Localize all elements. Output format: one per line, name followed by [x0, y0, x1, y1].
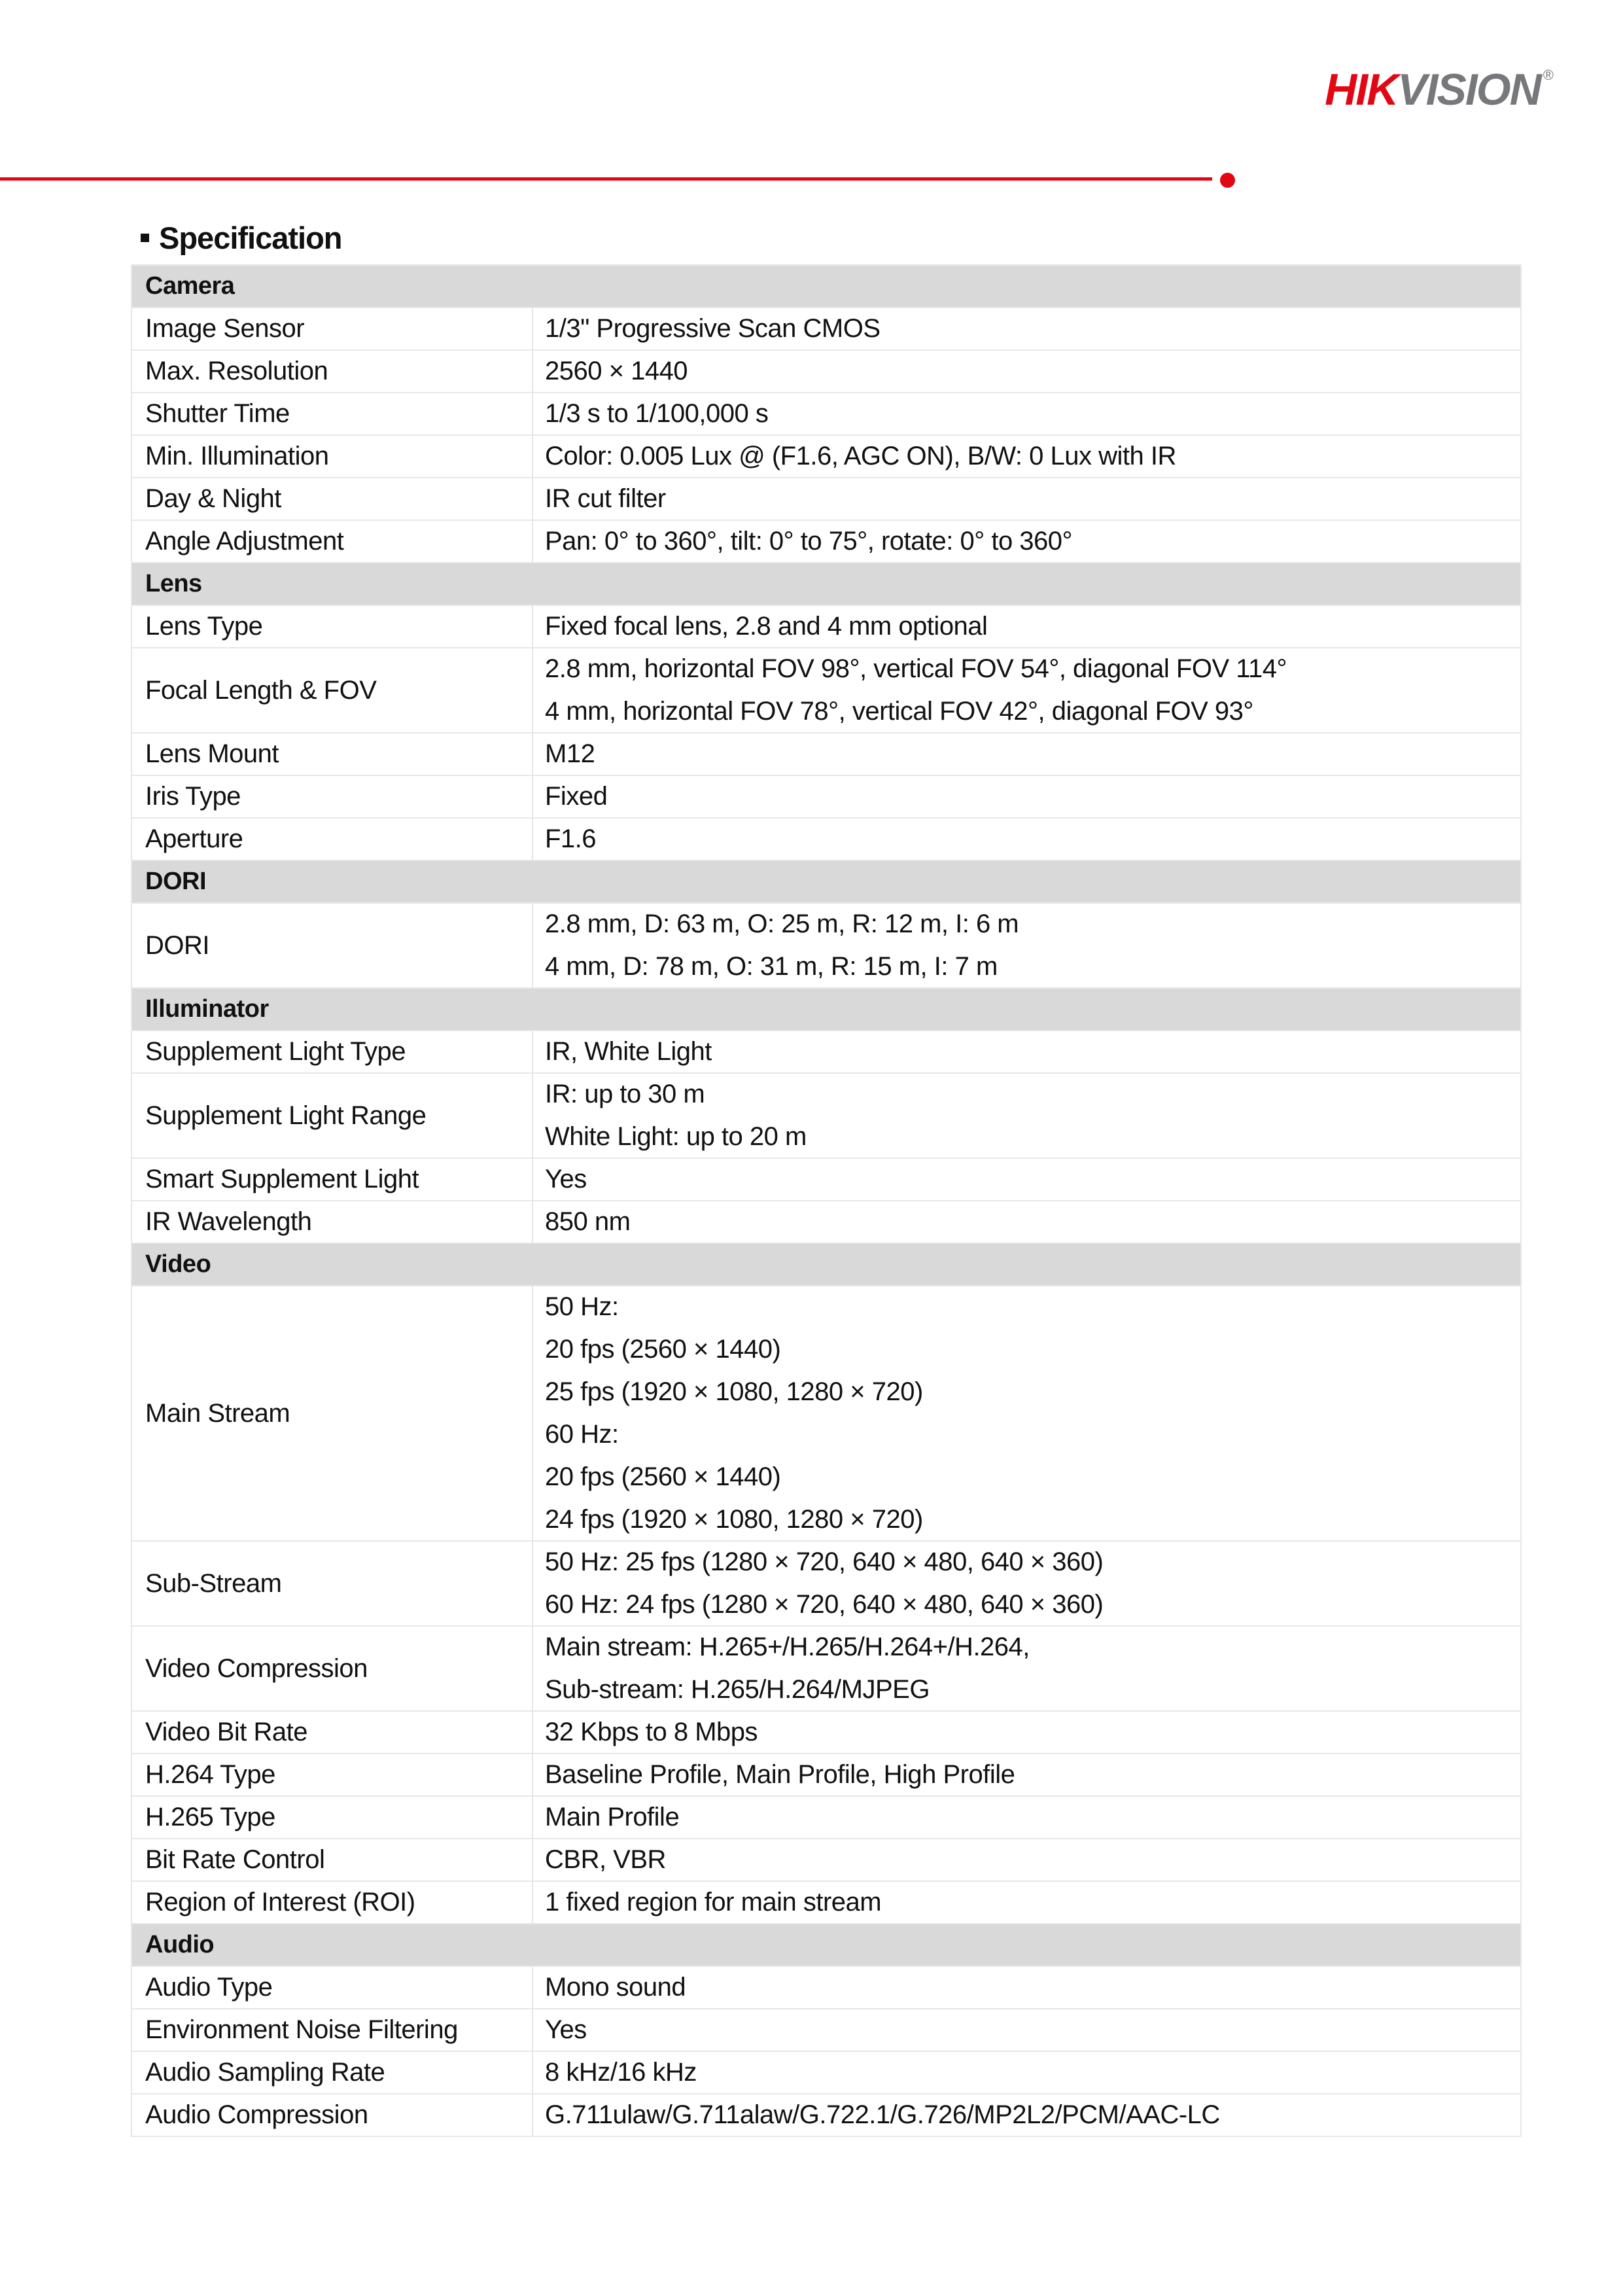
specification-table — [131, 264, 1522, 2137]
spec-label — [132, 1882, 533, 1923]
spec-value-line: 50 Hz: 25 fps (1280 × 720, 640 × 480, 640 × 360) — [545, 1547, 1104, 1576]
spec-label-text: Audio Type — [145, 1973, 273, 2002]
spec-label-text: Lens Type — [145, 612, 263, 641]
spec-value-line: 60 Hz: — [545, 1420, 619, 1449]
spec-value — [533, 478, 1520, 520]
spec-value — [533, 904, 1520, 987]
spec-row-angle-adjustment — [132, 521, 1520, 563]
spec-value-line: Yes — [545, 2015, 587, 2044]
spec-value-line: CBR, VBR — [545, 1845, 666, 1874]
spec-value — [533, 393, 1520, 434]
spec-value — [533, 1627, 1520, 1710]
spec-row-ir-wavelength — [132, 1201, 1520, 1244]
spec-value-line: M12 — [545, 739, 595, 768]
spec-label — [132, 1967, 533, 2008]
spec-value-line: 20 fps (2560 × 1440) — [545, 1462, 781, 1491]
spec-row-main-stream — [132, 1286, 1520, 1542]
spec-row-min-illumination — [132, 436, 1520, 478]
spec-row-focal-length-fov — [132, 648, 1520, 733]
spec-label-text: Angle Adjustment — [145, 527, 344, 556]
spec-label — [132, 904, 533, 987]
spec-label-text: Bit Rate Control — [145, 1845, 325, 1874]
spec-value — [533, 521, 1520, 562]
spec-label-text: Supplement Light Range — [145, 1101, 427, 1130]
spec-row-region-of-interest-roi — [132, 1882, 1520, 1924]
spec-label — [132, 1754, 533, 1795]
spec-value-line: 50 Hz: — [545, 1292, 619, 1321]
spec-value-line: 25 fps (1920 × 1080, 1280 × 720) — [545, 1377, 923, 1406]
spec-value-line: IR, White Light — [545, 1037, 712, 1066]
spec-label — [132, 1797, 533, 1838]
spec-label-text: Shutter Time — [145, 399, 290, 428]
spec-label — [132, 521, 533, 562]
spec-row-shutter-time — [132, 393, 1520, 436]
spec-value — [533, 1286, 1520, 1540]
section-header-lens: Lens — [132, 563, 1520, 606]
spec-row-audio-compression — [132, 2094, 1520, 2137]
spec-row-lens-type — [132, 606, 1520, 648]
spec-value-line: IR cut filter — [545, 484, 666, 513]
section-header-video: Video — [132, 1244, 1520, 1286]
spec-row-h-265-type — [132, 1797, 1520, 1839]
spec-value-line: Main Profile — [545, 1803, 680, 1831]
spec-value — [533, 351, 1520, 392]
registered-trademark-icon: ® — [1543, 67, 1554, 83]
spec-row-sub-stream — [132, 1542, 1520, 1627]
spec-label-text: H.265 Type — [145, 1803, 275, 1831]
spec-label — [132, 1159, 533, 1200]
spec-value-line: Baseline Profile, Main Profile, High Profile — [545, 1760, 1015, 1789]
section-header-dori: DORI — [132, 861, 1520, 904]
spec-label — [132, 351, 533, 392]
spec-value-line: 2560 × 1440 — [545, 357, 688, 385]
spec-label-text: Image Sensor — [145, 314, 305, 343]
spec-row-supplement-light-type — [132, 1031, 1520, 1074]
spec-label — [132, 1201, 533, 1243]
spec-value-line: 2.8 mm, horizontal FOV 98°, vertical FOV 54°, diagonal FOV 114° — [545, 654, 1287, 683]
spec-value-line: 20 fps (2560 × 1440) — [545, 1335, 781, 1364]
spec-label — [132, 606, 533, 647]
spec-label — [132, 308, 533, 349]
spec-row-environment-noise-filtering — [132, 2009, 1520, 2052]
spec-label — [132, 1839, 533, 1881]
spec-label — [132, 1712, 533, 1753]
spec-value — [533, 1074, 1520, 1157]
spec-value-line: Yes — [545, 1165, 587, 1193]
spec-value — [533, 2094, 1520, 2136]
spec-label — [132, 1074, 533, 1157]
spec-row-day-night — [132, 478, 1520, 521]
page-title-text: Specification — [159, 221, 342, 255]
spec-value — [533, 2009, 1520, 2051]
spec-row-supplement-light-range — [132, 1074, 1520, 1159]
spec-row-lens-mount — [132, 733, 1520, 776]
spec-label — [132, 393, 533, 434]
spec-value-line: 4 mm, D: 78 m, O: 31 m, R: 15 m, I: 7 m — [545, 952, 998, 981]
spec-value — [533, 1201, 1520, 1243]
spec-value — [533, 648, 1520, 732]
spec-value-line: Mono sound — [545, 1973, 686, 2002]
spec-value-line: 850 nm — [545, 1207, 631, 1236]
spec-value-line: 1 fixed region for main stream — [545, 1888, 882, 1916]
logo-hik-text: HIK — [1325, 65, 1398, 115]
hikvision-logo — [1325, 65, 1554, 115]
spec-value — [533, 733, 1520, 775]
spec-value-line: 2.8 mm, D: 63 m, O: 25 m, R: 12 m, I: 6 m — [545, 910, 1019, 938]
spec-label-text: Sub-Stream — [145, 1568, 282, 1598]
spec-value — [533, 1839, 1520, 1881]
spec-label-text: Focal Length & FOV — [145, 675, 377, 705]
spec-value — [533, 1031, 1520, 1072]
spec-value — [533, 1159, 1520, 1200]
spec-value-line: 60 Hz: 24 fps (1280 × 720, 640 × 480, 640 × 360) — [545, 1590, 1104, 1619]
spec-value — [533, 1542, 1520, 1625]
spec-label-text: Audio Sampling Rate — [145, 2058, 385, 2087]
spec-value-line: 1/3" Progressive Scan CMOS — [545, 314, 881, 343]
spec-label-text: IR Wavelength — [145, 1207, 312, 1236]
spec-value-line: Color: 0.005 Lux @ (F1.6, AGC ON), B/W: 0 Lux with IR — [545, 442, 1176, 470]
spec-value-line: White Light: up to 20 m — [545, 1122, 807, 1151]
spec-row-max-resolution — [132, 351, 1520, 393]
spec-value-line: Fixed focal lens, 2.8 and 4 mm optional — [545, 612, 988, 641]
spec-row-video-bit-rate — [132, 1712, 1520, 1754]
spec-label — [132, 1286, 533, 1540]
spec-row-image-sensor — [132, 308, 1520, 351]
spec-label-text: Max. Resolution — [145, 357, 328, 385]
spec-value — [533, 1967, 1520, 2008]
spec-row-video-compression — [132, 1627, 1520, 1712]
spec-label-text: DORI — [145, 930, 209, 960]
title-bullet-icon — [141, 234, 149, 242]
spec-label-text: H.264 Type — [145, 1760, 275, 1789]
spec-value — [533, 1882, 1520, 1923]
spec-row-audio-type — [132, 1967, 1520, 2009]
header-rule — [0, 177, 1212, 181]
spec-value-line: 32 Kbps to 8 Mbps — [545, 1718, 758, 1746]
spec-label — [132, 776, 533, 817]
spec-value-line: Sub-stream: H.265/H.264/MJPEG — [545, 1675, 930, 1704]
spec-value-line: IR: up to 30 m — [545, 1080, 705, 1108]
spec-label-text: Min. Illumination — [145, 442, 329, 470]
spec-row-h-264-type — [132, 1754, 1520, 1797]
spec-label — [132, 436, 533, 477]
spec-label-text: Lens Mount — [145, 739, 279, 768]
spec-label-text: Region of Interest (ROI) — [145, 1888, 415, 1916]
spec-row-dori — [132, 904, 1520, 989]
logo-vision-text: VISION — [1397, 65, 1541, 115]
spec-label-text: Video Bit Rate — [145, 1718, 307, 1746]
spec-label-text: Supplement Light Type — [145, 1037, 406, 1066]
spec-label-text: Audio Compression — [145, 2100, 368, 2129]
spec-value-line: 24 fps (1920 × 1080, 1280 × 720) — [545, 1505, 923, 1534]
spec-value — [533, 776, 1520, 817]
spec-value — [533, 819, 1520, 860]
spec-row-audio-sampling-rate — [132, 2052, 1520, 2094]
spec-label — [132, 819, 533, 860]
spec-value-line: Main stream: H.265+/H.265/H.264+/H.264, — [545, 1633, 1030, 1661]
spec-value-line: Pan: 0° to 360°, tilt: 0° to 75°, rotate: 0° to 360° — [545, 527, 1073, 556]
spec-value — [533, 1754, 1520, 1795]
spec-label-text: Smart Supplement Light — [145, 1165, 419, 1193]
spec-row-bit-rate-control — [132, 1839, 1520, 1882]
spec-value — [533, 606, 1520, 647]
spec-label — [132, 2094, 533, 2136]
spec-label — [132, 478, 533, 520]
spec-value-line: Fixed — [545, 782, 608, 811]
spec-label-text: Iris Type — [145, 782, 241, 811]
spec-value — [533, 436, 1520, 477]
section-header-audio: Audio — [132, 1924, 1520, 1967]
header-rule-dot-icon — [1220, 173, 1235, 188]
spec-value-line: 1/3 s to 1/100,000 s — [545, 399, 769, 428]
spec-label-text: Main Stream — [145, 1398, 290, 1428]
spec-row-iris-type — [132, 776, 1520, 819]
spec-label-text: Environment Noise Filtering — [145, 2015, 458, 2044]
spec-value-line: G.711ulaw/G.711alaw/G.722.1/G.726/MP2L2/PCM/AAC-LC — [545, 2100, 1220, 2129]
spec-label-text: Aperture — [145, 824, 243, 853]
page-title — [141, 220, 342, 256]
spec-label-text: Video Compression — [145, 1653, 368, 1683]
spec-value-line: 4 mm, horizontal FOV 78°, vertical FOV 42°, diagonal FOV 93° — [545, 697, 1253, 726]
spec-value — [533, 2052, 1520, 2093]
spec-value-line: F1.6 — [545, 824, 597, 853]
section-header-illuminator: Illuminator — [132, 989, 1520, 1031]
spec-label — [132, 648, 533, 732]
spec-label — [132, 1542, 533, 1625]
spec-value — [533, 308, 1520, 349]
spec-label — [132, 2052, 533, 2093]
spec-label — [132, 1031, 533, 1072]
spec-label — [132, 2009, 533, 2051]
spec-label — [132, 733, 533, 775]
spec-value — [533, 1712, 1520, 1753]
spec-value-line: 8 kHz/16 kHz — [545, 2058, 697, 2087]
spec-value — [533, 1797, 1520, 1838]
spec-label-text: Day & Night — [145, 484, 281, 513]
spec-label — [132, 1627, 533, 1710]
spec-row-aperture — [132, 819, 1520, 861]
spec-row-smart-supplement-light — [132, 1159, 1520, 1201]
section-header-camera: Camera — [132, 266, 1520, 308]
